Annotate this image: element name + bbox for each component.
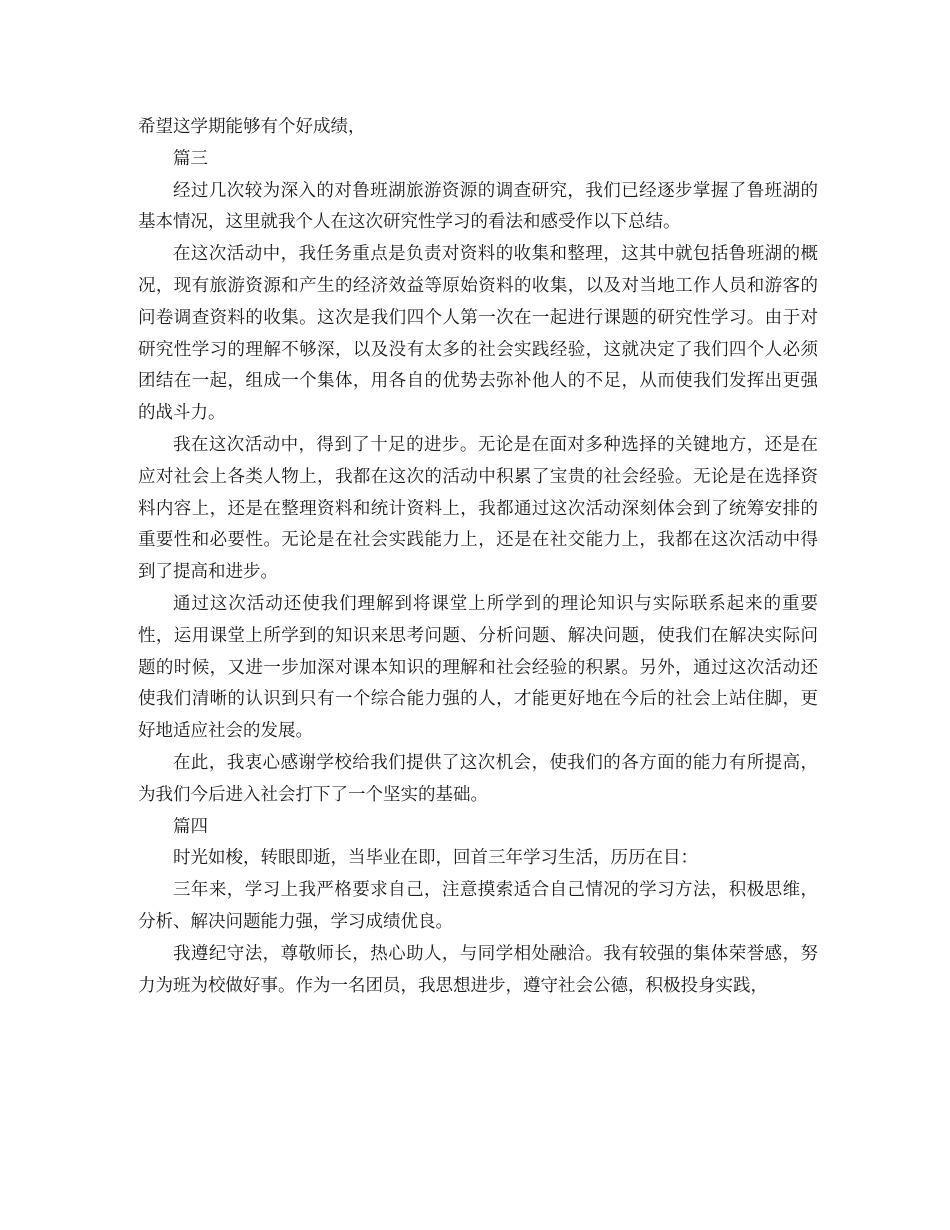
paragraph: 希望这学期能够有个好成绩， (138, 117, 366, 137)
paragraph: 在此，我衷心感谢学校给我们提供了这次机会，使我们的各方面的能力有所提高，为我们今后进入社会打下了一个坚实的基础。 (138, 752, 818, 805)
paragraph: 通过这次活动还使我们理解到将课堂上所学到的理论知识与实际联系起来的重要性，运用课堂上所学到的知识来思考问题、分析问题、解决问题，使我们在解决实际问题的时候，又进一步加深对课本知识的理解和社会经验的积累。另外，通过这次活动还使我们清晰的认识到只有一个综合能力强的人，才能更好地在今后的社会上站住脚，更好地适应社会的发展。 (138, 593, 818, 742)
section-heading: 篇三 (173, 148, 208, 169)
paragraph: 我在这次活动中，得到了十足的进步。无论是在面对多种选择的关键地方，还是在应对社会上各类人物上，我都在这次的活动中积累了宝贵的社会经验。无论是在选择资料内容上，还是在整理资料和统计资料上，我都通过这次活动深刻体会到了统筹安排的重要性和必要性。无论是在社会实践能力上，还是在社交能力上，我都在这次活动中得到了提高和进步。 (138, 434, 818, 583)
section-heading: 篇四 (173, 816, 208, 837)
document-body (138, 112, 818, 1002)
paragraph: 三年来，学习上我严格要求自己，注意摸索适合自己情况的学习方法，积极思维，分析、解决问题能力强，学习成绩优良。 (138, 880, 818, 932)
paragraph: 经过几次较为深入的对鲁班湖旅游资源的调查研究，我们已经逐步掌握了鲁班湖的基本情况，这里就我个人在这次研究性学习的看法和感受作以下总结。 (138, 180, 818, 233)
paragraph: 在这次活动中，我任务重点是负责对资料的收集和整理，这其中就包括鲁班湖的概况，现有旅游资源和产生的经济效益等原始资料的收集，以及对当地工作人员和游客的问卷调查资料的收集。这次是我们四个人第一次在一起进行课题的研究性学习。由于对研究性学习的理解不够深，以及没有太多的社会实践经验，这就决定了我们四个人必须团结在一起，组成一个集体，用各自的优势去弥补他人的不足，从而使我们发挥出更强的战斗力。 (138, 244, 818, 424)
paragraph: 时光如梭，转眼即逝，当毕业在即，回首三年学习生活，历历在目： (173, 848, 698, 869)
paragraph: 我遵纪守法，尊敬师长，热心助人，与同学相处融洽。我有较强的集体荣誉感，努力为班为校做好事。作为一名团员，我思想进步，遵守社会公德，积极投身实践， (138, 943, 818, 996)
